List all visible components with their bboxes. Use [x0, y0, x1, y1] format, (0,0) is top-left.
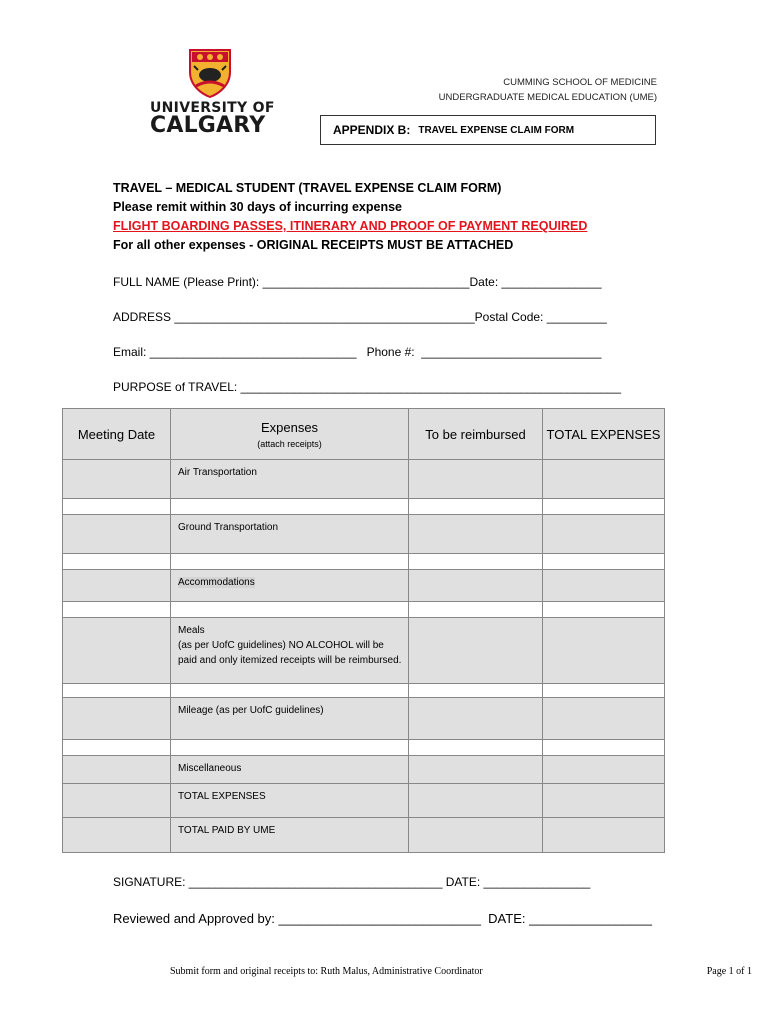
total-cell[interactable]	[543, 756, 665, 784]
remit-notice: Please remit within 30 days of incurring expense	[113, 200, 402, 214]
accommodations-label: Accommodations	[178, 577, 255, 588]
email-phone-field[interactable]: Email: _______________________________ Phone #: ___________________________	[113, 345, 602, 359]
expense-table	[62, 408, 665, 853]
reviewed-approved-field[interactable]: Reviewed and Approved by: ____________________________ DATE: _________________	[113, 911, 652, 926]
meeting-date-cell[interactable]	[63, 698, 171, 740]
meeting-date-header: Meeting Date	[63, 409, 171, 460]
calgary-coat-of-arms-icon	[188, 48, 232, 98]
flight-requirement: FLIGHT BOARDING PASSES, ITINERARY AND PROOF OF PAYMENT REQUIRED	[113, 219, 588, 233]
total-expenses-label: TOTAL EXPENSES	[171, 784, 409, 818]
mileage-label: Mileage (as per UofC guidelines)	[171, 698, 409, 740]
reimburse-cell[interactable]	[409, 515, 543, 554]
reimburse-cell[interactable]	[409, 784, 543, 818]
table-row	[63, 684, 665, 698]
meals-cell	[171, 618, 409, 684]
total-cell[interactable]	[543, 460, 665, 499]
reimburse-cell[interactable]	[409, 460, 543, 499]
expenses-header-note: (attach receipts)	[257, 438, 322, 449]
table-row	[63, 515, 665, 554]
page-number: Page 1 of 1	[706, 966, 752, 977]
total-cell[interactable]	[543, 784, 665, 818]
department-name: UNDERGRADUATE MEDICAL EDUCATION (UME)	[438, 92, 657, 103]
table-row	[63, 460, 665, 499]
total-paid-row	[63, 818, 665, 853]
total-expenses-row	[63, 784, 665, 818]
total-expenses-header: TOTAL EXPENSES	[543, 409, 665, 460]
address-field[interactable]: ADDRESS _____________________________________________Postal Code: _________	[113, 310, 607, 324]
table-row	[63, 740, 665, 756]
table-row	[63, 756, 665, 784]
ground-transportation-label: Ground Transportation	[171, 515, 409, 554]
meeting-date-cell[interactable]	[63, 756, 171, 784]
total-cell[interactable]	[543, 698, 665, 740]
total-paid-label: TOTAL PAID BY UME	[171, 818, 409, 853]
accommodations-cell	[171, 570, 409, 602]
meals-note: (as per UofC guidelines) NO ALCOHOL will be paid and only itemized receipts will be reimbursed.	[178, 640, 402, 666]
total-cell[interactable]	[543, 618, 665, 684]
reimburse-cell[interactable]	[409, 618, 543, 684]
table-row	[63, 499, 665, 515]
reimburse-cell[interactable]	[409, 756, 543, 784]
expenses-header-label: Expenses	[260, 419, 319, 435]
expenses-header	[171, 409, 409, 460]
to-be-reimbursed-header: To be reimbursed	[409, 409, 543, 460]
meals-label: Meals	[178, 625, 205, 636]
reimburse-cell[interactable]	[409, 818, 543, 853]
miscellaneous-label: Miscellaneous	[171, 756, 409, 784]
table-row	[63, 698, 665, 740]
total-cell[interactable]	[543, 570, 665, 602]
meeting-date-cell[interactable]	[63, 570, 171, 602]
table-header-row	[63, 409, 665, 460]
meeting-date-cell[interactable]	[63, 618, 171, 684]
reimburse-cell[interactable]	[409, 570, 543, 602]
full-name-field[interactable]: FULL NAME (Please Print): _______________________________Date: _______________	[113, 275, 602, 289]
air-transportation-label: Air Transportation	[171, 460, 409, 499]
appendix-label: APPENDIX B:	[333, 123, 411, 137]
submit-instructions: Submit form and original receipts to: Ruth Malus, Administrative Coordinator	[170, 966, 483, 977]
total-cell[interactable]	[543, 515, 665, 554]
reimburse-cell[interactable]	[409, 698, 543, 740]
university-of-text: UNIVERSITY OF	[150, 100, 275, 116]
total-cell[interactable]	[543, 818, 665, 853]
school-name: CUMMING SCHOOL OF MEDICINE	[503, 77, 657, 88]
purpose-field[interactable]: PURPOSE of TRAVEL: _________________________________________________________	[113, 380, 622, 394]
meeting-date-cell[interactable]	[63, 515, 171, 554]
meeting-date-cell[interactable]	[63, 460, 171, 499]
receipts-requirement: For all other expenses - ORIGINAL RECEIPTS MUST BE ATTACHED	[113, 238, 514, 252]
table-row	[63, 554, 665, 570]
appendix-box	[320, 115, 656, 145]
form-title: TRAVEL – MEDICAL STUDENT (TRAVEL EXPENSE CLAIM FORM)	[113, 181, 502, 195]
calgary-text: CALGARY	[150, 113, 266, 138]
signature-field[interactable]: SIGNATURE: ______________________________________ DATE: ________________	[113, 875, 591, 889]
table-row	[63, 570, 665, 602]
appendix-title: TRAVEL EXPENSE CLAIM FORM	[418, 124, 575, 136]
table-row	[63, 602, 665, 618]
table-row	[63, 618, 665, 684]
